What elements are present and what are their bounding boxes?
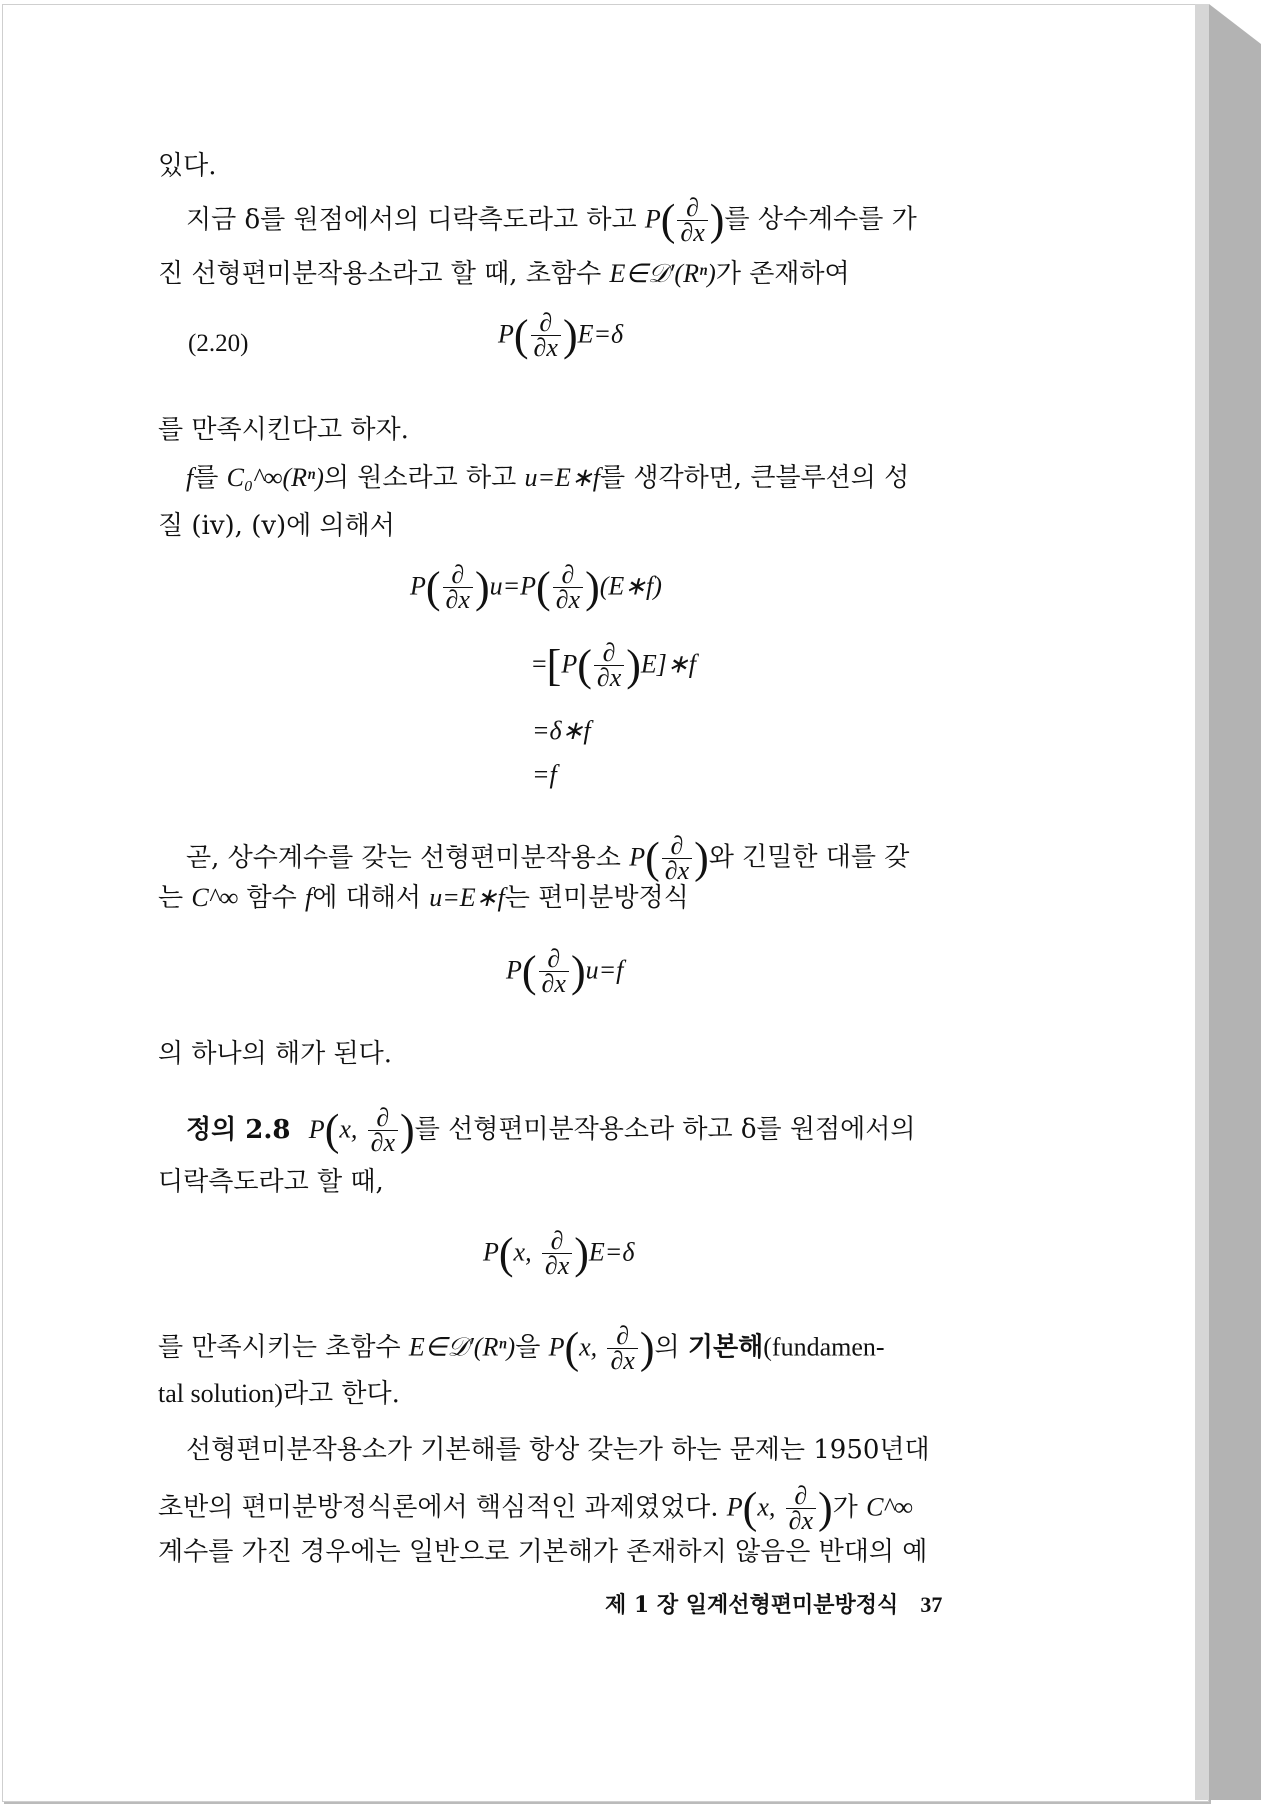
page-number: 37 bbox=[920, 1592, 943, 1617]
chapter-title: 제 1 장 일계선형편미분방정식 bbox=[605, 1592, 899, 1618]
calc-line-3: =δ∗f bbox=[532, 716, 591, 745]
text-line: f를 C₀^∞(Rⁿ)의 원소라고 하고 u=E∗f를 생각하면, 큰블루션의 성 bbox=[186, 463, 910, 493]
calc-line-4: =f bbox=[532, 760, 557, 789]
equation-pde: P( $\frac{\partial}{\partial x}$ )u=f bbox=[506, 944, 624, 998]
text-line: 초반의 편미분방정식론에서 핵심적인 과제였었다. P(x, $\frac{\partial}{\partial x}$ )가 C^∞ bbox=[158, 1481, 913, 1535]
text-line: 를 만족시키는 초함수 E∈𝒟′(Rⁿ)을 P(x, $\frac{\partial}{\partial x}$ )의 기본해(fundamen- bbox=[158, 1321, 885, 1375]
text-line: 의 하나의 해가 된다. bbox=[158, 1039, 392, 1069]
text-line: 디락측도라고 할 때, bbox=[158, 1167, 384, 1197]
text-line: tal solution)라고 한다. bbox=[158, 1379, 400, 1409]
text-line: 계수를 가진 경우에는 일반으로 기본해가 존재하지 않음은 반대의 예 bbox=[158, 1537, 928, 1567]
text-line: 진 선형편미분작용소라고 할 때, 초함수 E∈𝒟′(Rⁿ)가 존재하여 bbox=[158, 259, 850, 289]
text-line: 선형편미분작용소가 기본해를 항상 갖는가 하는 문제는 1950년대 bbox=[186, 1435, 930, 1465]
text-line: 있다. bbox=[158, 151, 217, 181]
equation-number: (2.20) bbox=[188, 330, 249, 357]
calc-line-2: =[P( $\frac{\partial}{\partial x}$ )E]∗f bbox=[532, 638, 696, 692]
equation-fundamental: P(x, $\frac{\partial}{\partial x}$ )E=δ bbox=[483, 1226, 635, 1280]
text-line: 질 (iv), (v)에 의해서 bbox=[158, 511, 395, 541]
text-line: 를 만족시킨다고 하자. bbox=[158, 415, 409, 445]
text-line: 곧, 상수계수를 갖는 선형편미분작용소 P( $\frac{\partial}{\partial x}$ )와 긴밀한 대를 갖 bbox=[186, 831, 910, 885]
calc-line-1: P( $\frac{\partial}{\partial x}$ )u=P( $\frac{\partial}{\partial x}$ )(E∗f) bbox=[410, 560, 662, 614]
text-line: 는 C^∞ 함수 f에 대해서 u=E∗f는 편미분방정식 bbox=[158, 883, 689, 913]
partial-fraction: $\frac{\partial}{\partial x}$ bbox=[677, 196, 707, 245]
equation-2-20: P( $\frac{\partial}{\partial x}$ )E=δ bbox=[498, 308, 624, 362]
page-footer bbox=[605, 1588, 942, 1619]
book-page-edge bbox=[1195, 4, 1261, 1800]
text-line: 지금 δ를 원점에서의 디락측도라고 하고 P( $\frac{\partial}{\partial x}$ )를 상수계수를 가 bbox=[186, 193, 917, 247]
definition-heading: 정의 2.8 P(x, $\frac{\partial}{\partial x}$ )를 선형편미분작용소라 하고 δ를 원점에서의 bbox=[186, 1103, 916, 1157]
